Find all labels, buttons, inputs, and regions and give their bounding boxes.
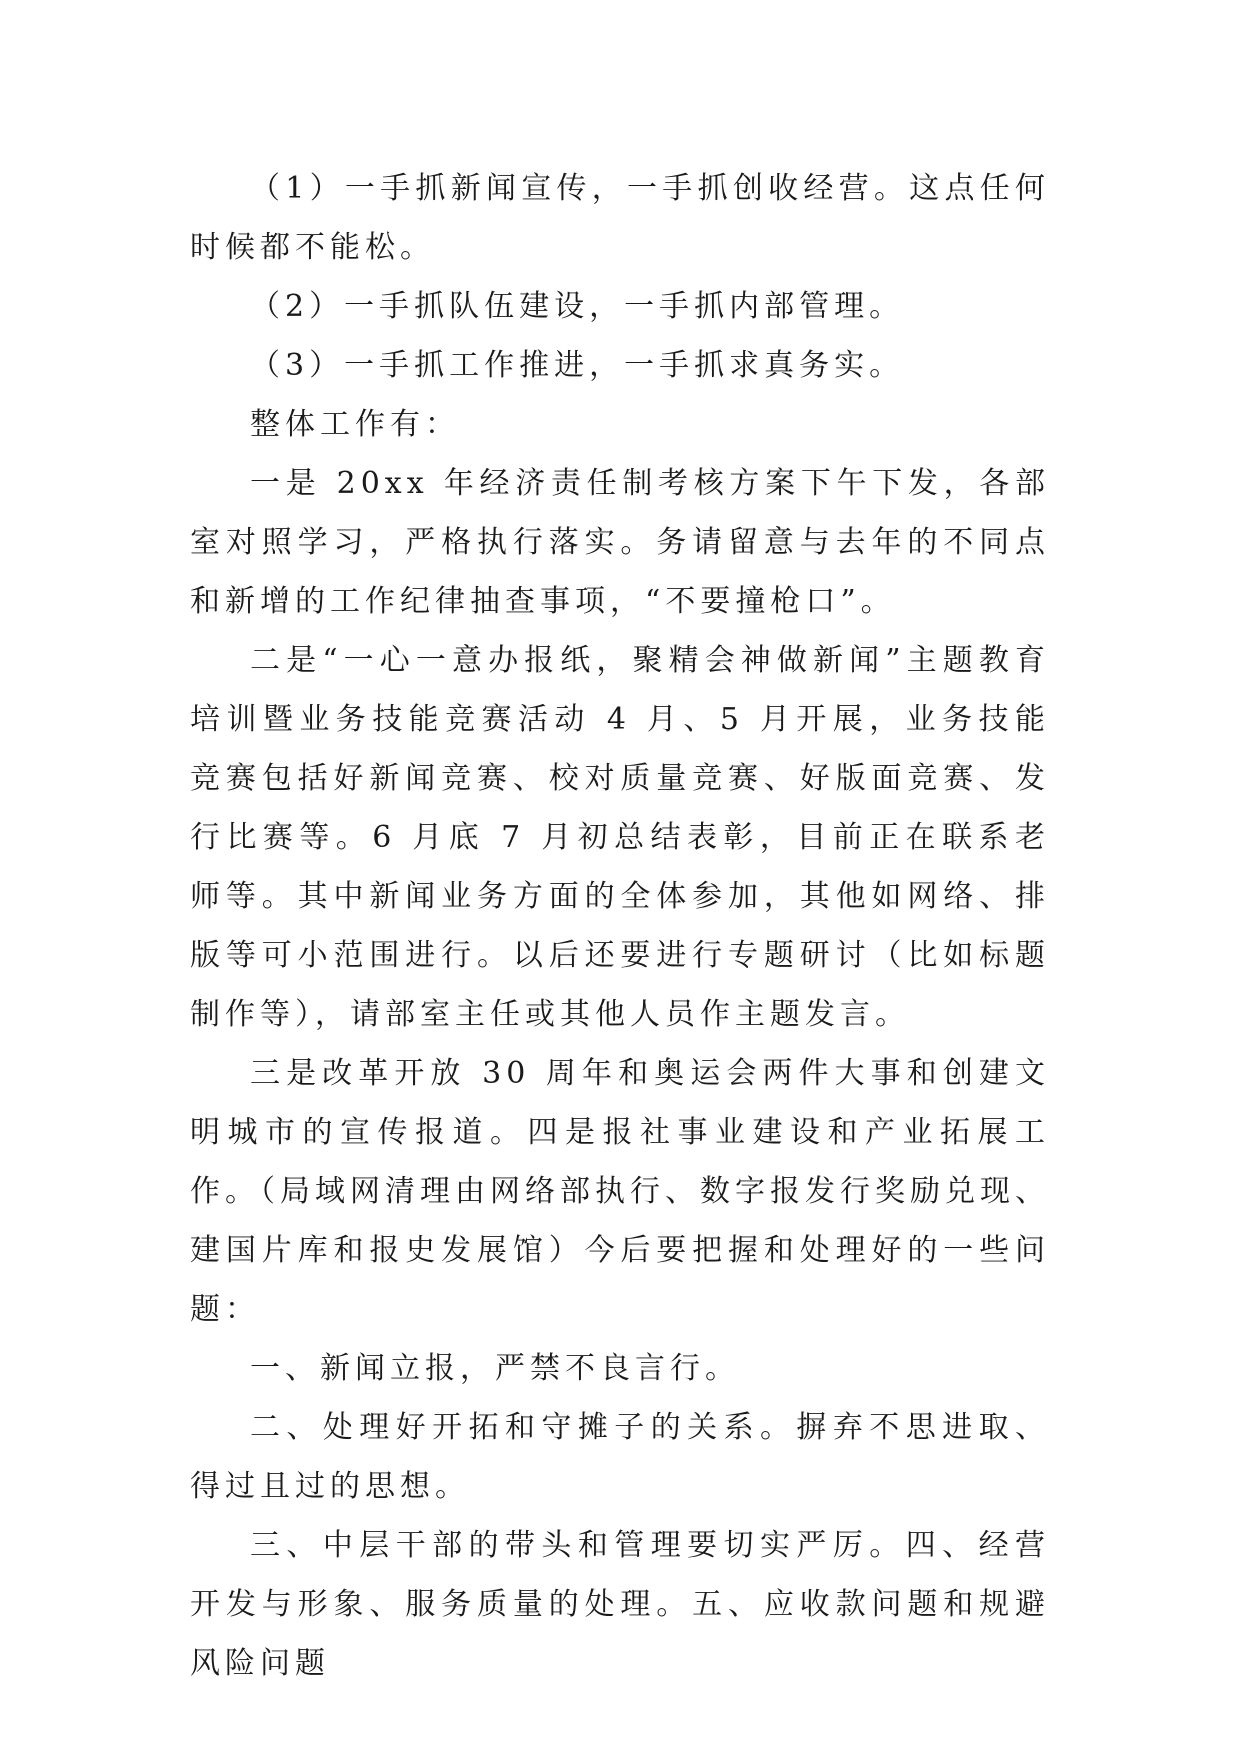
paragraph-issue-one: 一、新闻立报，严禁不良言行。 xyxy=(250,1351,740,1386)
document-body xyxy=(190,159,1050,1693)
paragraph-principle-2: （2）一手抓队伍建设，一手抓内部管理。 xyxy=(250,289,905,324)
paragraph-principle-3: （3）一手抓工作推进，一手抓求真务实。 xyxy=(250,348,905,383)
paragraph-item-one: 一是 20xx 年经济责任制考核方案下午下发，各部室对照学习，严格执行落实。务请留意与去年的不同点和新增的工作纪律抽查事项，“不要撞枪口”。 xyxy=(190,466,1050,619)
paragraph-item-two: 二是“一心一意办报纸，聚精会神做新闻”主题教育培训暨业务技能竞赛活动 4 月、5 月开展，业务技能竞赛包括好新闻竞赛、校对质量竞赛、好版面竞赛、发行比赛等。6 月底 7 月初总结表彰，目前正在联系老师等。其中新闻业务方面的全体参加，其他如网络、排版等可小范围进行。以后还要进行专题研讨（比如标题制作等），请部室主任或其他人员作主题发言。 xyxy=(190,643,1050,1032)
paragraph-principle-1: （1）一手抓新闻宣传，一手抓创收经营。这点任何时候都不能松。 xyxy=(190,171,1050,265)
paragraph-item-three-four: 三是改革开放 30 周年和奥运会两件大事和创建文明城市的宣传报道。四是报社事业建设和产业拓展工作。（局域网清理由网络部执行、数字报发行奖励兑现、建国片库和报史发展馆）今后要把握和处理好的一些问题： xyxy=(190,1056,1050,1327)
paragraph-overall-work-heading: 整体工作有： xyxy=(250,407,460,442)
paragraph-issue-two: 二、处理好开拓和守摊子的关系。摒弃不思进取、得过且过的思想。 xyxy=(190,1410,1050,1504)
paragraph-issue-three-five: 三、中层干部的带头和管理要切实严厉。四、经营开发与形象、服务质量的处理。五、应收款问题和规避风险问题 xyxy=(190,1528,1050,1681)
